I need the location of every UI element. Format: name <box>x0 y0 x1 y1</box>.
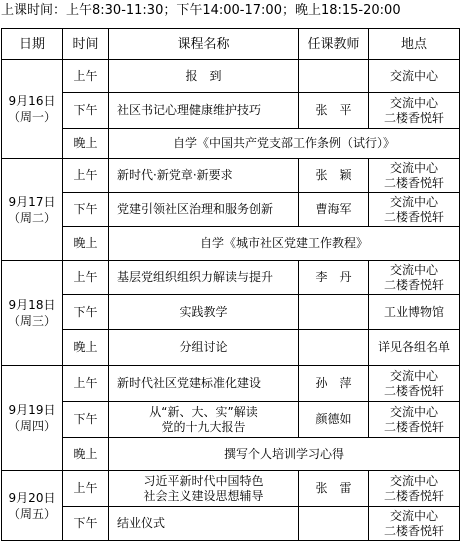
weekday-text: （周一） <box>7 110 56 124</box>
date-cell <box>2 60 63 159</box>
date-cell <box>2 159 63 261</box>
location-cell: 交流中心 二楼香悦轩 <box>369 507 460 541</box>
teacher-cell: 颜德如 <box>299 402 369 438</box>
time-cell: 上午 <box>63 60 109 93</box>
weekday-text: （周五） <box>7 506 56 521</box>
date-cell <box>2 261 63 366</box>
teacher-cell: 张 平 <box>299 93 369 129</box>
header-date: 日期 <box>2 29 63 60</box>
header-location: 地点 <box>369 29 460 60</box>
time-cell: 下午 <box>63 193 109 227</box>
teacher-cell <box>299 330 369 366</box>
location-cell: 交流中心 二楼香悦轩 <box>369 193 460 227</box>
course-cell: 分组讨论 <box>109 330 299 366</box>
date-cell <box>2 471 63 541</box>
date-cell <box>2 366 63 471</box>
self-study-cell: 撰写个人培训学习心得 <box>109 438 460 471</box>
location-cell: 交流中心 二楼香悦轩 <box>369 261 460 295</box>
teacher-cell <box>299 507 369 541</box>
time-cell: 上午 <box>63 261 109 295</box>
teacher-cell: 张 雷 <box>299 471 369 507</box>
time-cell: 下午 <box>63 402 109 438</box>
time-cell: 晚上 <box>63 438 109 471</box>
self-study-cell: 自学《中国共产党支部工作条例（试行）》 <box>109 129 460 159</box>
table-row <box>2 193 460 227</box>
table-row <box>2 471 460 507</box>
time-cell: 上午 <box>63 471 109 507</box>
course-cell: 从“新、大、实”解读 党的十九大报告 <box>109 402 299 438</box>
table-row <box>2 438 460 471</box>
time-cell: 晚上 <box>63 330 109 366</box>
course-cell: 习近平新时代中国特色 社会主义建设思想辅导 <box>109 471 299 507</box>
table-row <box>2 261 460 295</box>
date-text: 9月18日 <box>8 298 56 312</box>
date-text: 9月20日 <box>8 490 56 505</box>
location-cell: 交流中心 二楼香悦轩 <box>369 366 460 402</box>
header-course: 课程名称 <box>109 29 299 60</box>
table-row <box>2 93 460 129</box>
table-row <box>2 330 460 366</box>
header-teacher: 任课教师 <box>299 29 369 60</box>
time-cell: 晚上 <box>63 129 109 159</box>
date-text: 9月19日 <box>8 403 56 417</box>
location-cell: 工业博物馆 <box>369 295 460 330</box>
location-cell: 交流中心 二楼香悦轩 <box>369 471 460 507</box>
teacher-cell <box>299 295 369 330</box>
teacher-cell: 张 颖 <box>299 159 369 193</box>
course-cell: 实践教学 <box>109 295 299 330</box>
table-row <box>2 227 460 261</box>
self-study-cell: 自学《城市社区党建工作教程》 <box>109 227 460 261</box>
table-row <box>2 507 460 541</box>
date-text: 9月17日 <box>8 194 56 209</box>
header-row <box>2 29 460 60</box>
time-cell: 上午 <box>63 159 109 193</box>
location-cell: 详见各组名单 <box>369 330 460 366</box>
location-cell: 交流中心 二楼香悦轩 <box>369 93 460 129</box>
location-cell: 交流中心 二楼香悦轩 <box>369 159 460 193</box>
time-cell: 下午 <box>63 507 109 541</box>
time-cell: 下午 <box>63 295 109 330</box>
weekday-text: （周二） <box>7 210 56 225</box>
course-cell: 报 到 <box>109 60 299 93</box>
time-cell: 下午 <box>63 93 109 129</box>
time-cell: 晚上 <box>63 227 109 261</box>
class-hours-line: 上课时间：上午8:30-11:30；下午14:00-17:00；晚上18:15-20:00 <box>1 3 401 18</box>
weekday-text: （周三） <box>7 314 56 328</box>
course-cell: 新时代社区党建标准化建设 <box>109 366 299 402</box>
course-cell: 社区书记心理健康维护技巧 <box>109 93 299 129</box>
course-cell: 基层党组织组织力解读与提升 <box>109 261 299 295</box>
table-row <box>2 366 460 402</box>
table-row <box>2 295 460 330</box>
weekday-text: （周四） <box>7 419 56 433</box>
time-cell: 上午 <box>63 366 109 402</box>
course-cell: 结业仪式 <box>109 507 299 541</box>
location-cell: 交流中心 <box>369 60 460 93</box>
location-cell: 交流中心 二楼香悦轩 <box>369 402 460 438</box>
table-row <box>2 402 460 438</box>
teacher-cell: 孙 萍 <box>299 366 369 402</box>
course-cell: 党建引领社区治理和服务创新 <box>109 193 299 227</box>
table-row <box>2 159 460 193</box>
header-time: 时间 <box>63 29 109 60</box>
table-row <box>2 129 460 159</box>
course-cell: 新时代·新党章·新要求 <box>109 159 299 193</box>
teacher-cell: 曹海军 <box>299 193 369 227</box>
teacher-cell: 李 丹 <box>299 261 369 295</box>
teacher-cell <box>299 60 369 93</box>
schedule-table <box>1 28 460 541</box>
table-row <box>2 60 460 93</box>
date-text: 9月16日 <box>8 94 56 108</box>
